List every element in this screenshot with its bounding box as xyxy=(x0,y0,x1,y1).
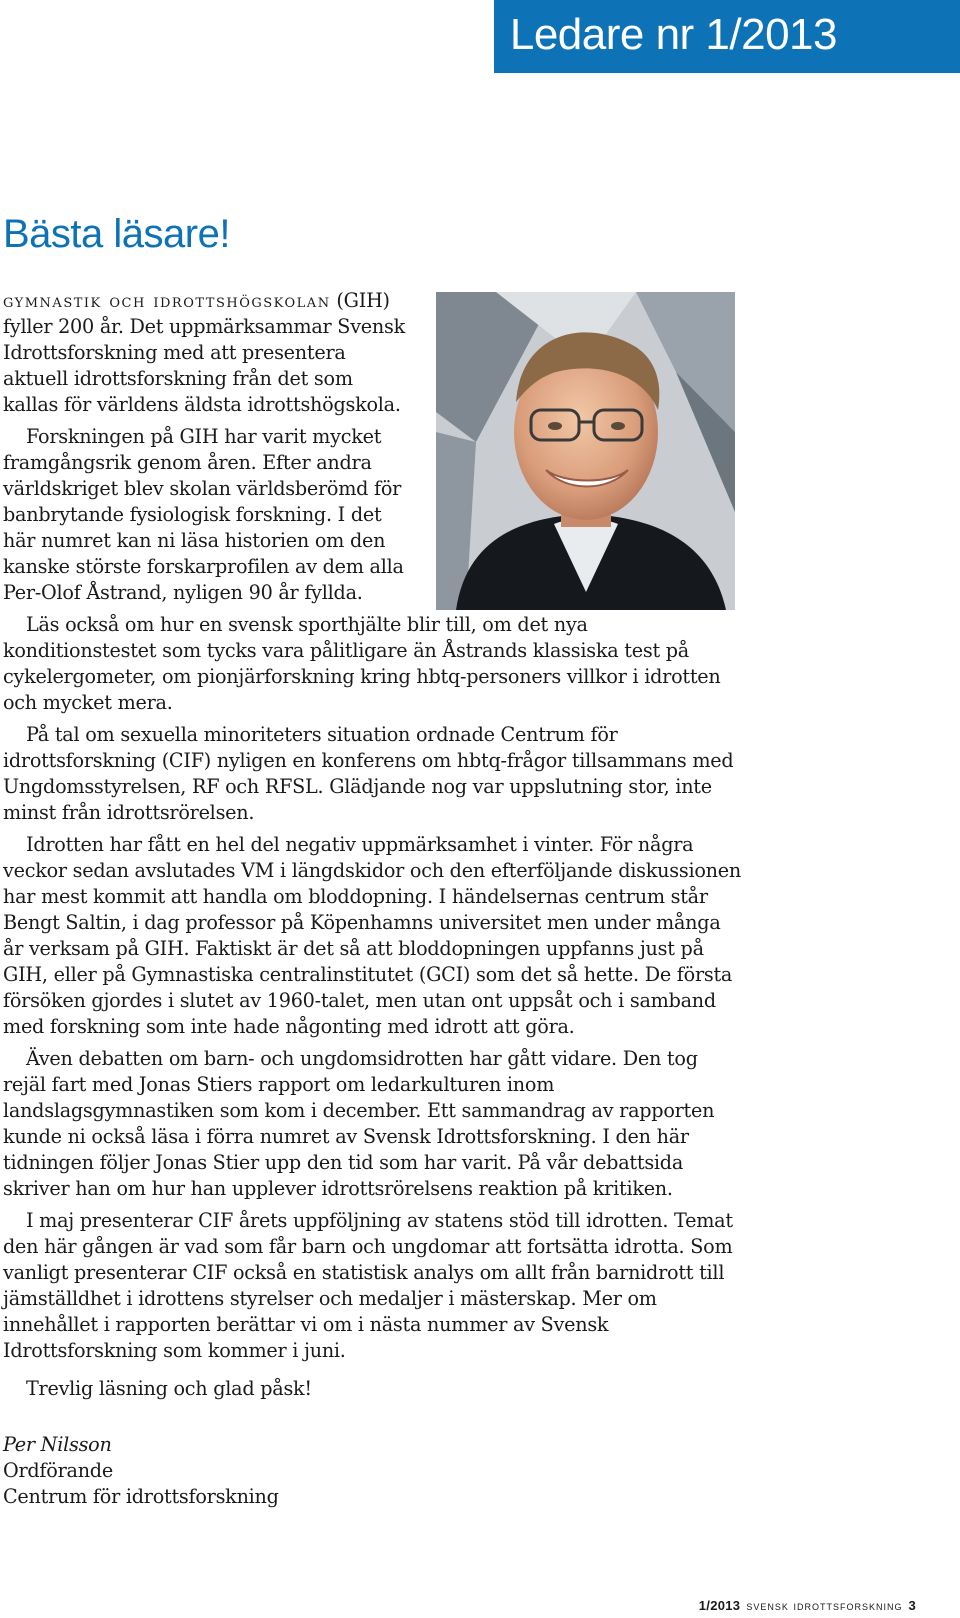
intro-lead-rest: (GIH) fyller 200 år. Det uppmärksammar Svensk Idrottsforskning med att presentera aktuell idrottsforskning från det som kallas för världens äldsta idrottshögskola. xyxy=(3,289,405,416)
footer-page-number: 3 xyxy=(908,1598,916,1613)
paragraph-7: I maj presenterar CIF årets uppföljning av statens stöd till idrotten. Temat den här gången är vad som får barn och ungdomar att fortsätta idrotta. Som vanligt presenterar CIF också en statistisk analys om allt från barnidrott till jämställdhet i idrottens styrelser och medaljer i mästerskap. Mer om innehållet i rapporten berättar vi om i nästa nummer av Svensk Idrottsforskning som kommer i juni. xyxy=(3,1209,733,1362)
signature-role: Ordförande xyxy=(3,1459,113,1482)
salutation-heading: Bästa läsare! xyxy=(3,212,230,256)
article-body xyxy=(3,288,743,1510)
intro-paragraph xyxy=(3,288,413,418)
intro-smallcaps-lead: gymnastik och idrottshögskolan xyxy=(3,289,331,312)
paragraph-5: Idrotten har fått en hel del negativ uppmärksamhet i vinter. För några veckor sedan avslutades VM i längdskidor och den efterföljande diskussionen har mest kommit att handla om bloddopning. I händelsernas centrum står Bengt Saltin, i dag professor på Köpenhamns universitet men under många år verksam på GIH. Faktiskt är det så att bloddopningen uppfanns just på GIH, eller på Gymnastiska centralinstitutet (GCI) som det så hette. De första försöken gjordes i slutet av 1960-talet, men utan ont uppsåt och i samband med forskning som inte hade någonting med idrott att göra. xyxy=(3,833,741,1038)
page-footer xyxy=(699,1598,916,1613)
signature-name: Per Nilsson xyxy=(3,1433,112,1456)
footer-issue: 1/2013 xyxy=(698,1598,741,1613)
paragraph-4: På tal om sexuella minoriteters situation ordnade Centrum för idrottsforskning (CIF) nyligen en konferens om hbtq-frågor tillsammans med Ungdomsstyrelsen, RF och RFSL. Glädjande nog var uppslutning stor, inte minst från idrottsrörelsen. xyxy=(3,723,734,824)
paragraph-6: Även debatten om barn- och ungdomsidrotten har gått vidare. Den tog rejäl fart med Jonas Stiers rapport om ledarkulturen inom landslagsgymnastiken som kom i december. Ett sammandrag av rapporten kunde ni också läsa i förra numret av Svensk Idrottsforskning. I den här tidningen följer Jonas Stier upp den tid som har varit. På vår debattsida skriver han om hur han upplever idrottsrörelsens reaktion på kritiken. xyxy=(3,1047,715,1200)
signature-organization: Centrum för idrottsforskning xyxy=(3,1485,279,1508)
paragraph-3: Läs också om hur en svensk sporthjälte blir till, om det nya konditionstestet som tycks vara pålitligare än Åstrands klassiska test på cykelergometer, om pionjärforskning kring hbtq-personers villkor i idrotten och mycket mera. xyxy=(3,613,721,714)
paragraph-2: Forskningen på GIH har varit mycket framgångsrik genom åren. Efter andra världskriget blev skolan världsberömd för banbrytande fysiologisk forskning. I det här numret kan ni läsa historien om den kanske störste forskarprofilen av dem alla Per-Olof Åstrand, nyligen 90 år fyllda. xyxy=(3,425,404,604)
footer-magazine: svensk idrottsforskning xyxy=(746,1598,903,1613)
header-band xyxy=(494,0,960,73)
closing-line: Trevlig läsning och glad påsk! xyxy=(26,1377,312,1400)
header-title: Ledare nr 1/2013 xyxy=(509,10,837,59)
